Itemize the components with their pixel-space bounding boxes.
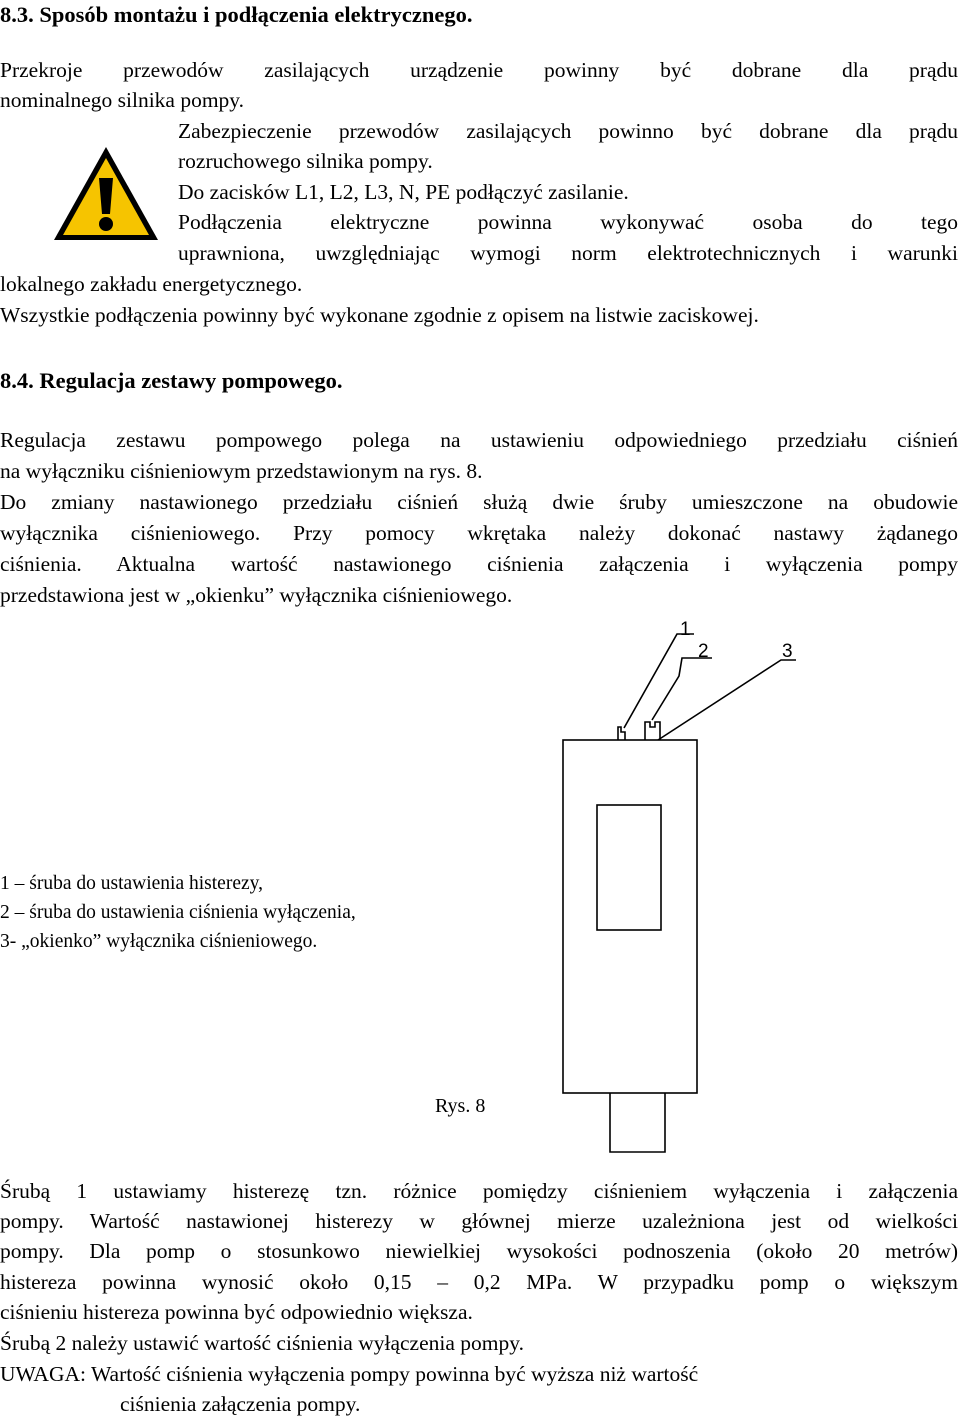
paragraph-line: Śrubą 1 ustawiamy histerezę tzn. różnice pomiędzy ciśnieniem wyłączenia i załączenia — [0, 1179, 958, 1203]
paragraph-line: ciśnienia. Aktualna wartość nastawionego ciśnienia załączenia i wyłączenia pompy — [0, 552, 958, 576]
paragraph-line: przedstawiona jest w „okienku” wyłącznika ciśnieniowego. — [0, 583, 513, 607]
paragraph-line: pompy. Wartość nastawionej histerezy w głównej mierze uzależniona jest od wielkości — [0, 1209, 958, 1233]
figure-label-2: 2 — [698, 641, 709, 662]
figure-legend-item: 3- „okienko” wyłącznika ciśnieniowego. — [0, 931, 318, 952]
figure-caption: Rys. 8 — [435, 1095, 486, 1117]
section-heading-8-4: 8.4. Regulacja zestawy pompowego. — [0, 368, 343, 393]
leader-line-1 — [624, 634, 694, 728]
switch-housing — [563, 740, 697, 1093]
switch-window — [597, 805, 661, 930]
screw-2 — [645, 722, 660, 740]
section-heading-8-3: 8.3. Sposób montażu i podłączenia elektrycznego. — [0, 2, 473, 27]
warning-triangle-icon — [54, 147, 158, 240]
paragraph-line: Regulacja zestawu pompowego polega na ustawieniu odpowiedniego przedziału ciśnień — [0, 428, 958, 452]
paragraph-line: Przekroje przewodów zasilających urządzenie powinny być dobrane dla prądu — [0, 58, 958, 82]
paragraph-line: na wyłączniku ciśnieniowym przedstawionym na rys. 8. — [0, 459, 483, 483]
paragraph-line: Wszystkie podłączenia powinny być wykonane zgodnie z opisem na listwie zaciskowej. — [0, 303, 759, 327]
paragraph-line: wyłącznika ciśnieniowego. Przy pomocy wkrętaka należy dokonać nastawy żądanego — [0, 521, 958, 545]
paragraph-line: histereza powinna wynosić około 0,15 – 0,2 MPa. W przypadku pomp o większym — [0, 1270, 958, 1294]
paragraph-line: Podłączenia elektryczne powinna wykonywać osoba do tego — [178, 210, 958, 234]
warning-note: ciśnienia załączenia pompy. — [120, 1392, 361, 1416]
paragraph-line: Śrubą 2 należy ustawić wartość ciśnienia wyłączenia pompy. — [0, 1331, 524, 1355]
paragraph-line: ciśnieniu histereza powinna być odpowiednio większa. — [0, 1300, 473, 1324]
paragraph-line: Zabezpieczenie przewodów zasilających powinno być dobrane dla prądu — [178, 119, 958, 143]
paragraph-line: nominalnego silnika pompy. — [0, 88, 245, 112]
paragraph-line: Do zmiany nastawionego przedziału ciśnień służą dwie śruby umieszczone na obudowie — [0, 490, 958, 514]
paragraph-line: rozruchowego silnika pompy. — [178, 149, 433, 173]
paragraph-line: lokalnego zakładu energetycznego. — [0, 272, 303, 296]
paragraph-line: Do zacisków L1, L2, L3, N, PE podłączyć zasilanie. — [178, 180, 629, 204]
warning-note: UWAGA: Wartość ciśnienia wyłączenia pompy powinna być wyższa niż wartość — [0, 1362, 699, 1386]
screw-1 — [618, 727, 625, 740]
leader-line-2 — [652, 658, 712, 720]
switch-connector — [610, 1093, 665, 1152]
figure-legend-item: 1 – śruba do ustawienia histerezy, — [0, 873, 263, 894]
figure-label-1: 1 — [680, 619, 691, 640]
paragraph-line: pompy. Dla pomp o stosunkowo niewielkiej wysokości podnoszenia (około 20 metrów) — [0, 1239, 958, 1263]
paragraph-line: uprawniona, uwzględniając wymogi norm elektrotechnicznych i warunki — [178, 241, 958, 265]
leader-line-3 — [658, 660, 796, 740]
figure-label-3: 3 — [782, 641, 793, 662]
figure-legend-item: 2 – śruba do ustawienia ciśnienia wyłączenia, — [0, 902, 356, 923]
